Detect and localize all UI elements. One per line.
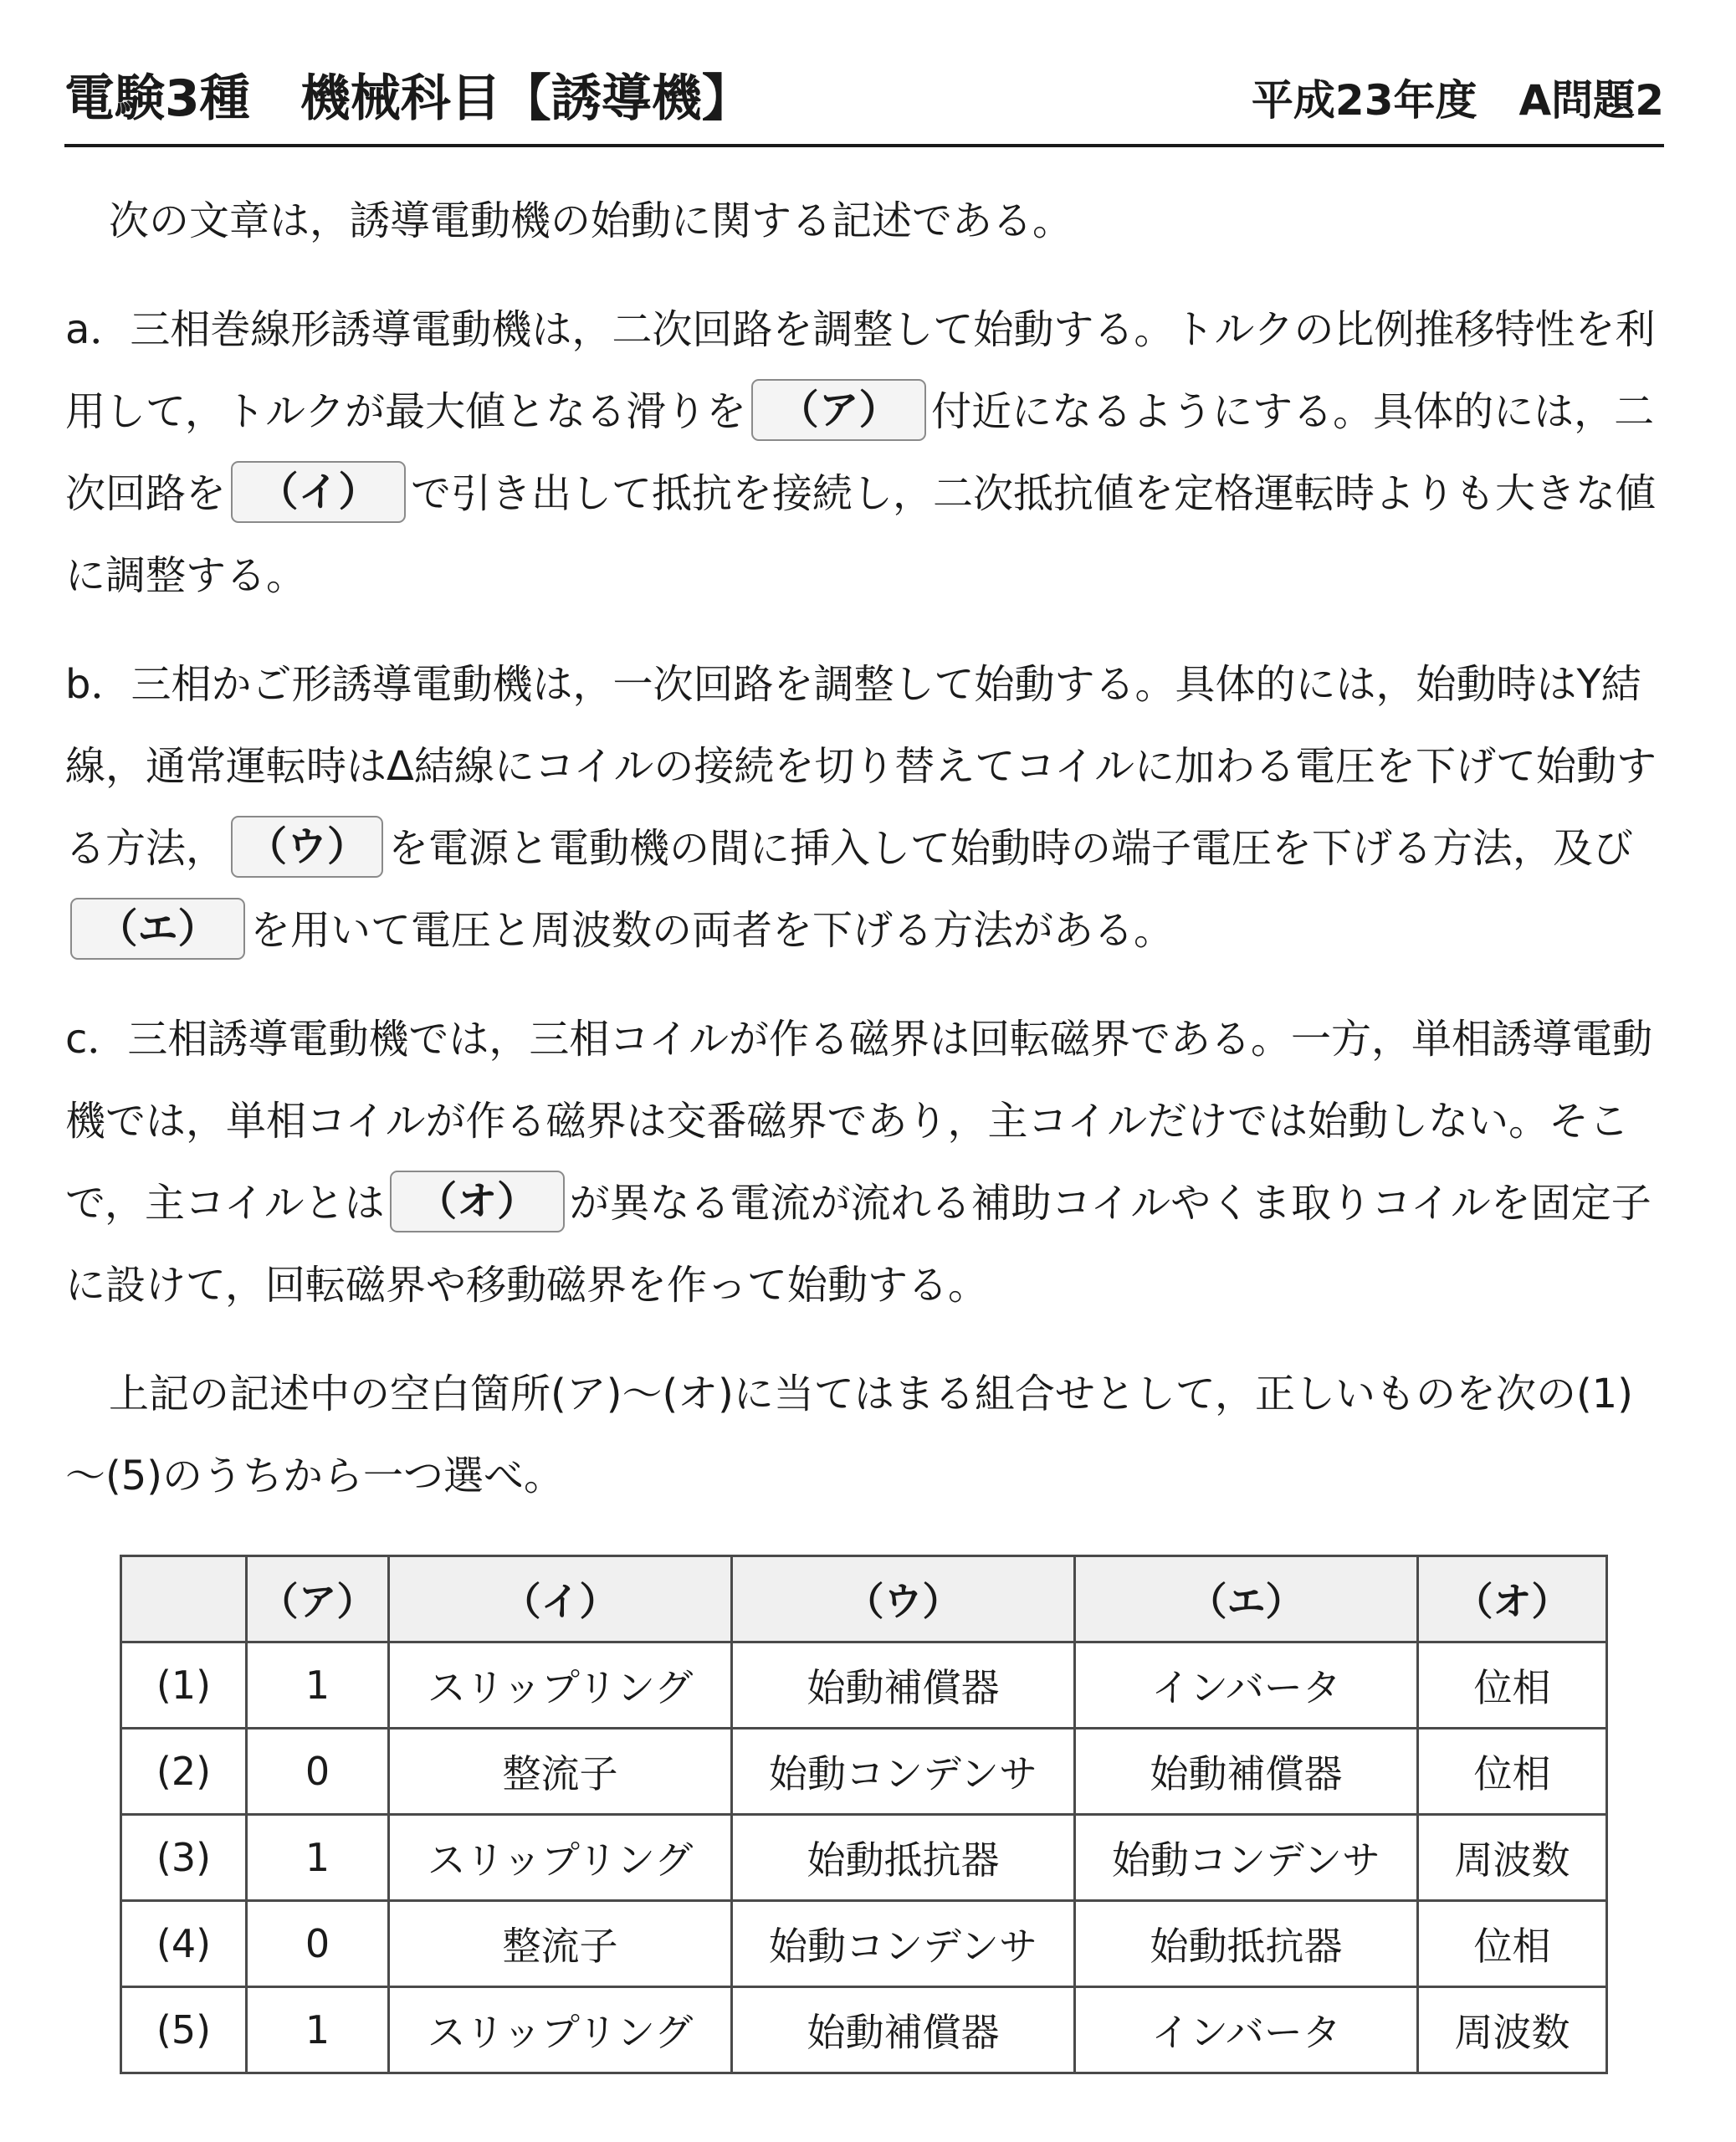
- cell-i: スリップリング: [389, 1987, 732, 2073]
- cell-a: 0: [247, 1729, 389, 1815]
- cell-i: スリップリング: [389, 1815, 732, 1901]
- header-cell-i: （イ）: [389, 1556, 732, 1642]
- header-cell-o: （オ）: [1418, 1556, 1607, 1642]
- cell-o: 位相: [1418, 1729, 1607, 1815]
- para-c-text-1: c．三相誘導電動機では，三相コイルが作る磁界は回転磁界である。一方，単相誘導電動機では，単相コイルが作る磁界は交番磁界であり，主コイルだけでは始動しない。そこで，主コイルとは: [65, 1016, 1652, 1227]
- cell-a: 1: [247, 1642, 389, 1729]
- para-c-text-2: が異なる電流が流れる補助コイルやくま取りコイルを固定子に設けて，回転磁界や移動磁界を作って始動する。: [65, 1180, 1652, 1309]
- header-cell-u: （ウ）: [732, 1556, 1075, 1642]
- cell-a: 1: [247, 1987, 389, 2073]
- cell-u: 始動抵抗器: [732, 1815, 1075, 1901]
- header-cell-blank: [121, 1556, 247, 1642]
- blank-a: （ア）: [751, 379, 926, 441]
- blank-o: （オ）: [390, 1171, 565, 1232]
- cell-o: 周波数: [1418, 1815, 1607, 1901]
- cell-a: 1: [247, 1815, 389, 1901]
- cell-u: 始動補償器: [732, 1642, 1075, 1729]
- cell-i: スリップリング: [389, 1642, 732, 1729]
- cell-e: インバータ: [1075, 1642, 1418, 1729]
- cell-o: 周波数: [1418, 1987, 1607, 2073]
- table-header-row: [121, 1556, 1607, 1642]
- blank-e: （エ）: [70, 898, 245, 960]
- table-row: [121, 1729, 1607, 1815]
- cell-u: 始動コンデンサ: [732, 1729, 1075, 1815]
- para-a-text-3: で引き出して抵抗を接続し，二次抵抗値を定格運転時よりも大きな値に調整する。: [65, 470, 1657, 599]
- para-b-text-3: を用いて電圧と周波数の両者を下げる方法がある。: [250, 907, 1175, 954]
- para-a-text-1: a．三相巻線形誘導電動機は，二次回路を調整して始動する。トルクの比例推移特性を利用して，トルクが最大値となる滑りを: [65, 306, 1656, 435]
- header-cell-e: （エ）: [1075, 1556, 1418, 1642]
- header-cell-a: （ア）: [247, 1556, 389, 1642]
- cell-o: 位相: [1418, 1901, 1607, 1987]
- page-header: [64, 50, 1664, 147]
- cell-i: 整流子: [389, 1901, 732, 1987]
- option-number: (3): [121, 1815, 247, 1901]
- cell-e: インバータ: [1075, 1987, 1418, 2073]
- question-text: 上記の記述中の空白箇所(ア)～(オ)に当てはまる組合せとして，正しいものを次の(1)～(5)のうちから一つ選べ。: [65, 1371, 1633, 1499]
- page-title: 電験3種 機械科目【誘導機】: [64, 69, 752, 128]
- table-row: [121, 1987, 1607, 2073]
- intro-text: 次の文章は，誘導電動機の始動に関する記述である。: [109, 197, 1073, 244]
- cell-a: 0: [247, 1901, 389, 1987]
- para-a-text-2: 付近になるようにする。具体的には，二次回路を: [65, 388, 1655, 517]
- cell-u: 始動コンデンサ: [732, 1901, 1075, 1987]
- answer-options-table: [120, 1555, 1608, 2074]
- para-b-text-2: を電源と電動機の間に挿入して始動時の端子電圧を下げる方法，及び: [388, 825, 1634, 872]
- para-b-text-1: b．三相かご形誘導電動機は，一次回路を調整して始動する。具体的には，始動時はY結線，通常運転時はΔ結線にコイルの接続を切り替えてコイルに加わる電圧を下げて始動する方法，: [65, 661, 1657, 872]
- cell-e: 始動抵抗器: [1075, 1901, 1418, 1987]
- paragraph-a: [65, 289, 1667, 617]
- exam-id: 平成23年度 A問題2: [1251, 76, 1664, 125]
- paragraph-c: [65, 998, 1667, 1326]
- cell-o: 位相: [1418, 1642, 1607, 1729]
- cell-e: 始動コンデンサ: [1075, 1815, 1418, 1901]
- option-number: (1): [121, 1642, 247, 1729]
- table-row: [121, 1815, 1607, 1901]
- option-number: (4): [121, 1901, 247, 1987]
- blank-i: （イ）: [231, 461, 406, 523]
- cell-e: 始動補償器: [1075, 1729, 1418, 1815]
- question-body: [65, 180, 1667, 1544]
- cell-i: 整流子: [389, 1729, 732, 1815]
- blank-u: （ウ）: [231, 816, 383, 878]
- table-row: [121, 1901, 1607, 1987]
- paragraph-b: [65, 643, 1667, 971]
- option-number: (5): [121, 1987, 247, 2073]
- option-number: (2): [121, 1729, 247, 1815]
- table-row: [121, 1642, 1607, 1729]
- cell-u: 始動補償器: [732, 1987, 1075, 2073]
